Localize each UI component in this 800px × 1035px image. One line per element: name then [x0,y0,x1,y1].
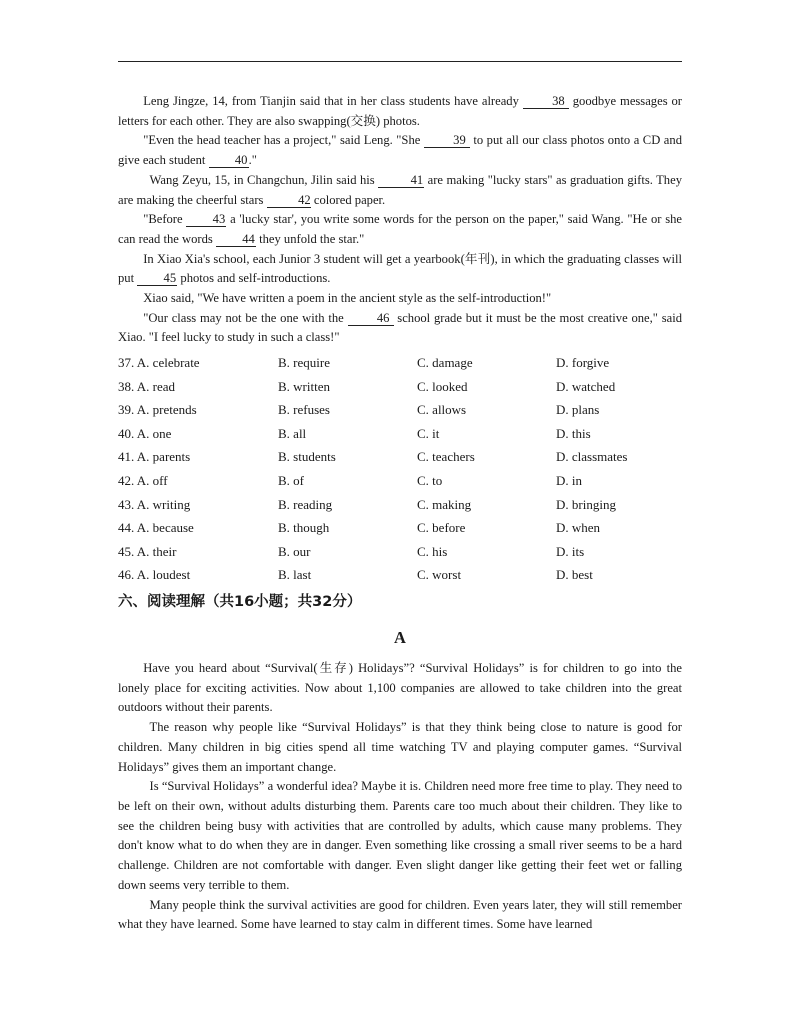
blank-39: 39 [424,133,470,148]
option-b: B. reading [278,496,333,512]
option-a: 44. A. because [118,520,194,536]
page-content [118,92,682,935]
option-a: 38. A. read [118,378,176,394]
option-d: D. best [556,567,593,583]
blank-42: 42 [267,193,311,208]
options-table [118,351,682,587]
option-a: 42. A. off [118,472,168,488]
blank-41: 41 [378,173,424,188]
option-b: B. written [278,378,330,394]
cloze-paragraph-6: Xiao said, "We have written a poem in the ancient style as the self-introduction!" [143,291,552,306]
option-row [118,351,682,375]
option-a: 45. A. their [118,543,177,559]
option-b: B. all [278,425,307,441]
option-row [118,398,682,422]
option-a: 46. A. loudest [118,567,191,583]
cloze-paragraph-5: In Xiao Xia's school, each Junior 3 student will get a yearbook(年刊), in which the graduating classes will put 45 photos and self-introductions. [118,251,682,286]
option-b: B. our [278,543,311,559]
option-b: B. students [278,449,336,465]
option-row [118,516,682,540]
option-row [118,540,682,564]
option-d: D. bringing [556,496,616,512]
reading-paragraph-2: The reason why people like “Survival Holidays” is that they think being close to nature is good for children. Many children in big cities spend all time watching TV and playing computer games. “Survival Holidays” gives them an important change. [118,720,682,774]
option-b: B. last [278,567,312,583]
option-c: C. his [417,543,448,559]
option-c: C. worst [417,567,462,583]
header-rule [118,61,682,62]
blank-45: 45 [137,271,177,286]
blank-46: 46 [348,311,394,326]
option-d: D. this [556,425,591,441]
option-d: D. watched [556,378,616,394]
option-d: D. when [556,520,601,536]
option-row [118,375,682,399]
option-row [118,422,682,446]
option-c: C. to [417,472,443,488]
reading-paragraph-3: Is “Survival Holidays” a wonderful idea? Maybe it is. Children need more free time to play. They need to be left on their own, without adults disturbing them. Parents care too much about their children. They like to see the children being busy with activities that are controlled by adults, which cause many problems. They don't know what to do when they are in danger. Even something like crossing a small river seems to be a hard challenge. Children are not comfortable with danger. Even slight danger like getting their feet wet or falling down seems very terrible to them. [118,779,682,892]
option-row [118,469,682,493]
option-c: C. it [417,425,440,441]
option-c: C. before [417,520,466,536]
option-d: D. in [556,472,582,488]
option-d: D. its [556,543,585,559]
cloze-paragraph-3: Wang Zeyu, 15, in Changchun, Jilin said his 41 are making "lucky stars" as graduation gifts. They are making the cheerful stars 42 colored paper. [118,172,682,207]
option-d: D. classmates [556,449,628,465]
cloze-paragraph-4: "Before 43 a 'lucky star', you write some words for the person on the paper," said Wang. "He or she can read the words 44 they unfold the star." [118,212,682,246]
cloze-paragraph-7: "Our class may not be the one with the 46 school grade but it must be the most creative one," said Xiao. "I feel lucky to study in such a class!" [118,310,682,345]
option-a: 39. A. pretends [118,402,197,418]
option-b: B. refuses [278,402,330,418]
option-a: 41. A. parents [118,449,191,465]
option-row [118,446,682,470]
option-c: C. making [417,496,472,512]
option-c: C. allows [417,402,467,418]
option-c: C. looked [417,378,468,394]
cloze-paragraph-2: "Even the head teacher has a project," said Leng. "She 39 to put all our class photos onto a CD and give each student 40." [118,133,682,168]
blank-40: 40 [209,153,249,168]
option-c: C. damage [417,354,473,370]
section-heading: 六、阅读理解（共16小题；共32分） [118,594,362,611]
blank-44: 44 [216,232,256,247]
option-b: B. require [278,354,330,370]
option-d: D. plans [556,402,600,418]
option-a: 43. A. writing [118,496,191,512]
option-row [118,493,682,517]
option-b: B. of [278,472,304,488]
option-d: D. forgive [556,354,610,370]
option-a: 37. A. celebrate [118,354,200,370]
reading-paragraph-4: Many people think the survival activities are good for children. Even years later, they will still remember what they have learned. Some have learned to stay calm in different times. Some have learned [118,897,682,932]
passage-label: A [394,628,406,648]
reading-paragraph-1: Have you heard about “Survival(生存) Holidays”? “Survival Holidays” is for children to go into the lonely place for exciting activities. Now about 1,100 companies are allowed to take children into the great outdoors without their parents. [118,661,682,715]
cloze-paragraph-1: Leng Jingze, 14, from Tianjin said that in her class students have already 38 goodbye messages or letters for each other. They are also swapping(交换) photos. [118,94,682,128]
option-row [118,563,682,587]
blank-43: 43 [186,212,226,227]
blank-38: 38 [523,94,569,109]
option-b: B. though [278,520,330,536]
option-a: 40. A. one [118,425,172,441]
option-c: C. teachers [417,449,475,465]
